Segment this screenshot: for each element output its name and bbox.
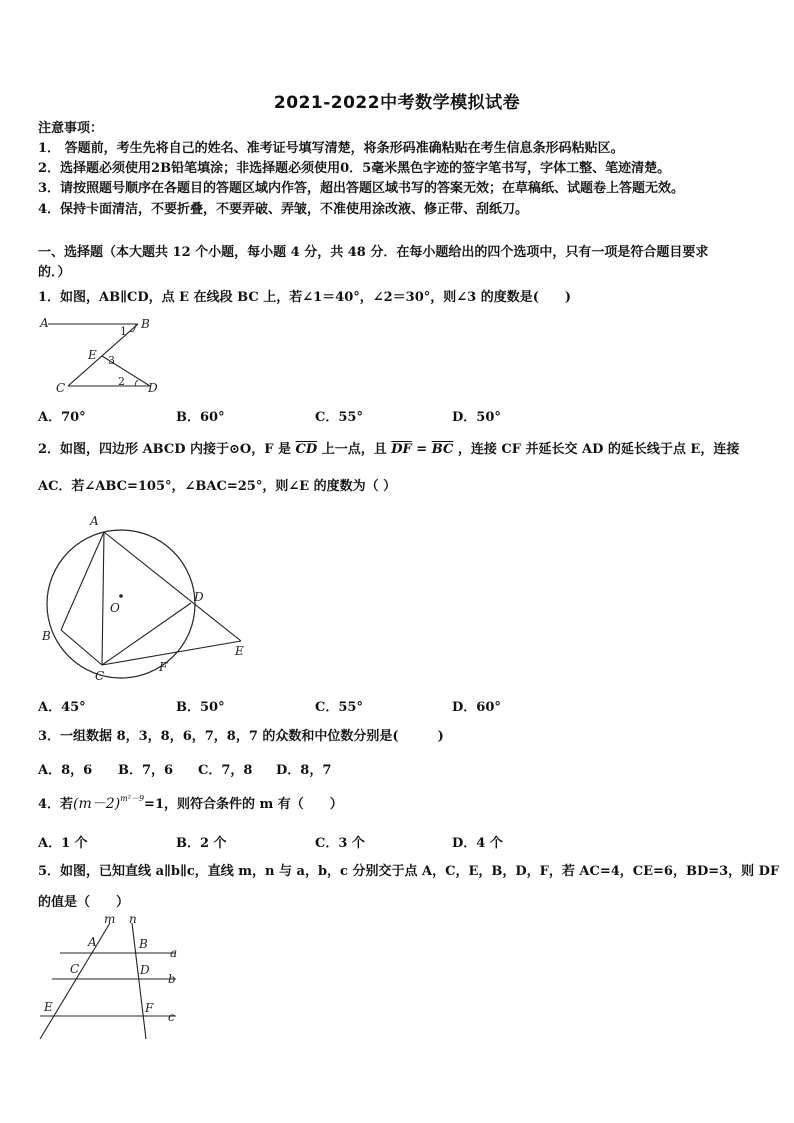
q2-arc-bc: $\overline{BC}$	[431, 442, 454, 457]
q4-option-c: C．3 个	[315, 836, 365, 851]
q1-label-angle3: 3	[108, 354, 115, 367]
q5-label-a: a	[170, 946, 178, 960]
q2-label-E: E	[235, 644, 244, 658]
q1-label-A: A	[40, 316, 49, 330]
q5-label-F: F	[145, 1001, 154, 1015]
q2-label-A: A	[90, 514, 99, 528]
q1-option-c: C．55°	[315, 410, 363, 425]
q2-option-a: A．45°	[38, 700, 86, 715]
q4-stem-a: 4．若	[38, 797, 74, 812]
q2-stem-a: 2．如图，四边形 ABCD 内接于⊙O，F 是	[38, 442, 292, 457]
q2-label-B: B	[42, 629, 51, 643]
q5-label-E: E	[44, 1000, 53, 1014]
q5-label-n: n	[129, 912, 137, 926]
q2-label-O: O	[110, 601, 120, 615]
q2-arc-cd: $\overline{CD}$	[295, 442, 318, 457]
q4-stem	[38, 795, 343, 815]
q2-option-c: C．55°	[315, 700, 363, 715]
q2-arc-df: $\overline{DF}$	[391, 442, 412, 457]
q4-option-b: B．2 个	[176, 836, 227, 851]
q5-stem-line1: 5．如图，已知直线 a∥b∥c，直线 m，n 与 a，b，c 分别交于点 A，C，E，B，D，F，若 AC=4，CE=6，BD=3，则 DF	[38, 864, 780, 879]
q1-label-B: B	[141, 317, 150, 331]
q2-label-C: C	[95, 669, 105, 683]
q3-option-d: D．8，7	[276, 763, 332, 778]
q5-label-m: m	[104, 912, 116, 926]
q1-figure	[38, 312, 178, 396]
q1-label-angle2: 2	[118, 375, 125, 388]
q4-option-a: A．1 个	[38, 836, 88, 851]
notice-item-2: 2．选择题必须使用2B铅笔填涂；非选择题必须使用0．5毫米黑色字迹的签字笔书写，字体工整、笔迹清楚。	[38, 161, 671, 176]
q1-label-D: D	[148, 381, 158, 395]
q1-label-angle1: 1	[120, 325, 127, 338]
notice-item-1: 1． 答题前，考生先将自己的姓名、准考证号填写清楚，将条形码准确粘贴在考生信息条形码粘贴区。	[38, 141, 624, 156]
q5-label-c: c	[168, 1010, 175, 1024]
notice-heading: 注意事项：	[38, 121, 104, 136]
q2-figure	[38, 508, 258, 683]
q2-stem-line1	[38, 441, 739, 459]
section-heading-line1: 一、选择题（本大题共 12 个小题，每小题 4 分，共 48 分．在每小题给出的四个选项中，只有一项是符合题目要求	[38, 245, 709, 260]
q2-label-F: F	[159, 660, 168, 674]
q5-figure	[36, 913, 186, 1043]
q5-label-A: A	[88, 935, 97, 949]
q5-stem-line2: 的值是（ ）	[38, 895, 130, 910]
q2-option-b: B．50°	[176, 700, 225, 715]
q5-label-D: D	[140, 963, 150, 977]
q2-equals: =	[416, 442, 428, 457]
q4-option-d: D．4 个	[452, 836, 503, 851]
section-heading-line2: 的．）	[38, 265, 71, 280]
q1-stem: 1．如图，AB∥CD，点 E 在线段 BC 上，若∠1＝40°，∠2＝30°，则∠3 的度数是( )	[38, 290, 572, 305]
q4-base: (m－2)	[73, 796, 121, 812]
notice-item-4: 4．保持卡面清洁，不要折叠，不要弄破、弄皱，不准使用涂改液、修正带、刮纸刀。	[38, 202, 529, 217]
page-title: 2021-2022中考数学模拟试卷	[273, 93, 521, 113]
q2-option-d: D．60°	[452, 700, 501, 715]
q4-exponent: m²－9	[120, 794, 145, 803]
q5-label-B: B	[139, 937, 148, 951]
notice-item-3: 3．请按照题号顺序在各题目的答题区域内作答，超出答题区域书写的答案无效；在草稿纸、试题卷上答题无效。	[38, 181, 685, 196]
q1-option-d: D．50°	[452, 410, 501, 425]
q4-stem-b: =1，则符合条件的 m 有（ ）	[144, 797, 343, 812]
q5-label-b: b	[168, 972, 176, 986]
q5-label-C: C	[70, 962, 80, 976]
q3-option-c: C．7，8	[198, 763, 253, 778]
q1-label-E: E	[88, 348, 97, 362]
q3-stem: 3．一组数据 8，3，8，6，7，8，7 的众数和中位数分别是( )	[38, 729, 444, 744]
q1-option-b: B．60°	[176, 410, 225, 425]
q2-label-D: D	[194, 590, 204, 604]
q1-option-a: A．70°	[38, 410, 86, 425]
q2-stem-b: 上一点，且	[321, 442, 387, 457]
q1-label-C: C	[56, 381, 66, 395]
q2-stem-line2: AC．若∠ABC=105°，∠BAC=25°，则∠E 的度数为（ ）	[38, 479, 397, 494]
q3-option-b: B．7，6	[118, 763, 174, 778]
q2-stem-c: ，连接 CF 并延长交 AD 的延长线于点 E，连接	[457, 442, 740, 457]
q3-option-a: A．8，6	[38, 763, 93, 778]
